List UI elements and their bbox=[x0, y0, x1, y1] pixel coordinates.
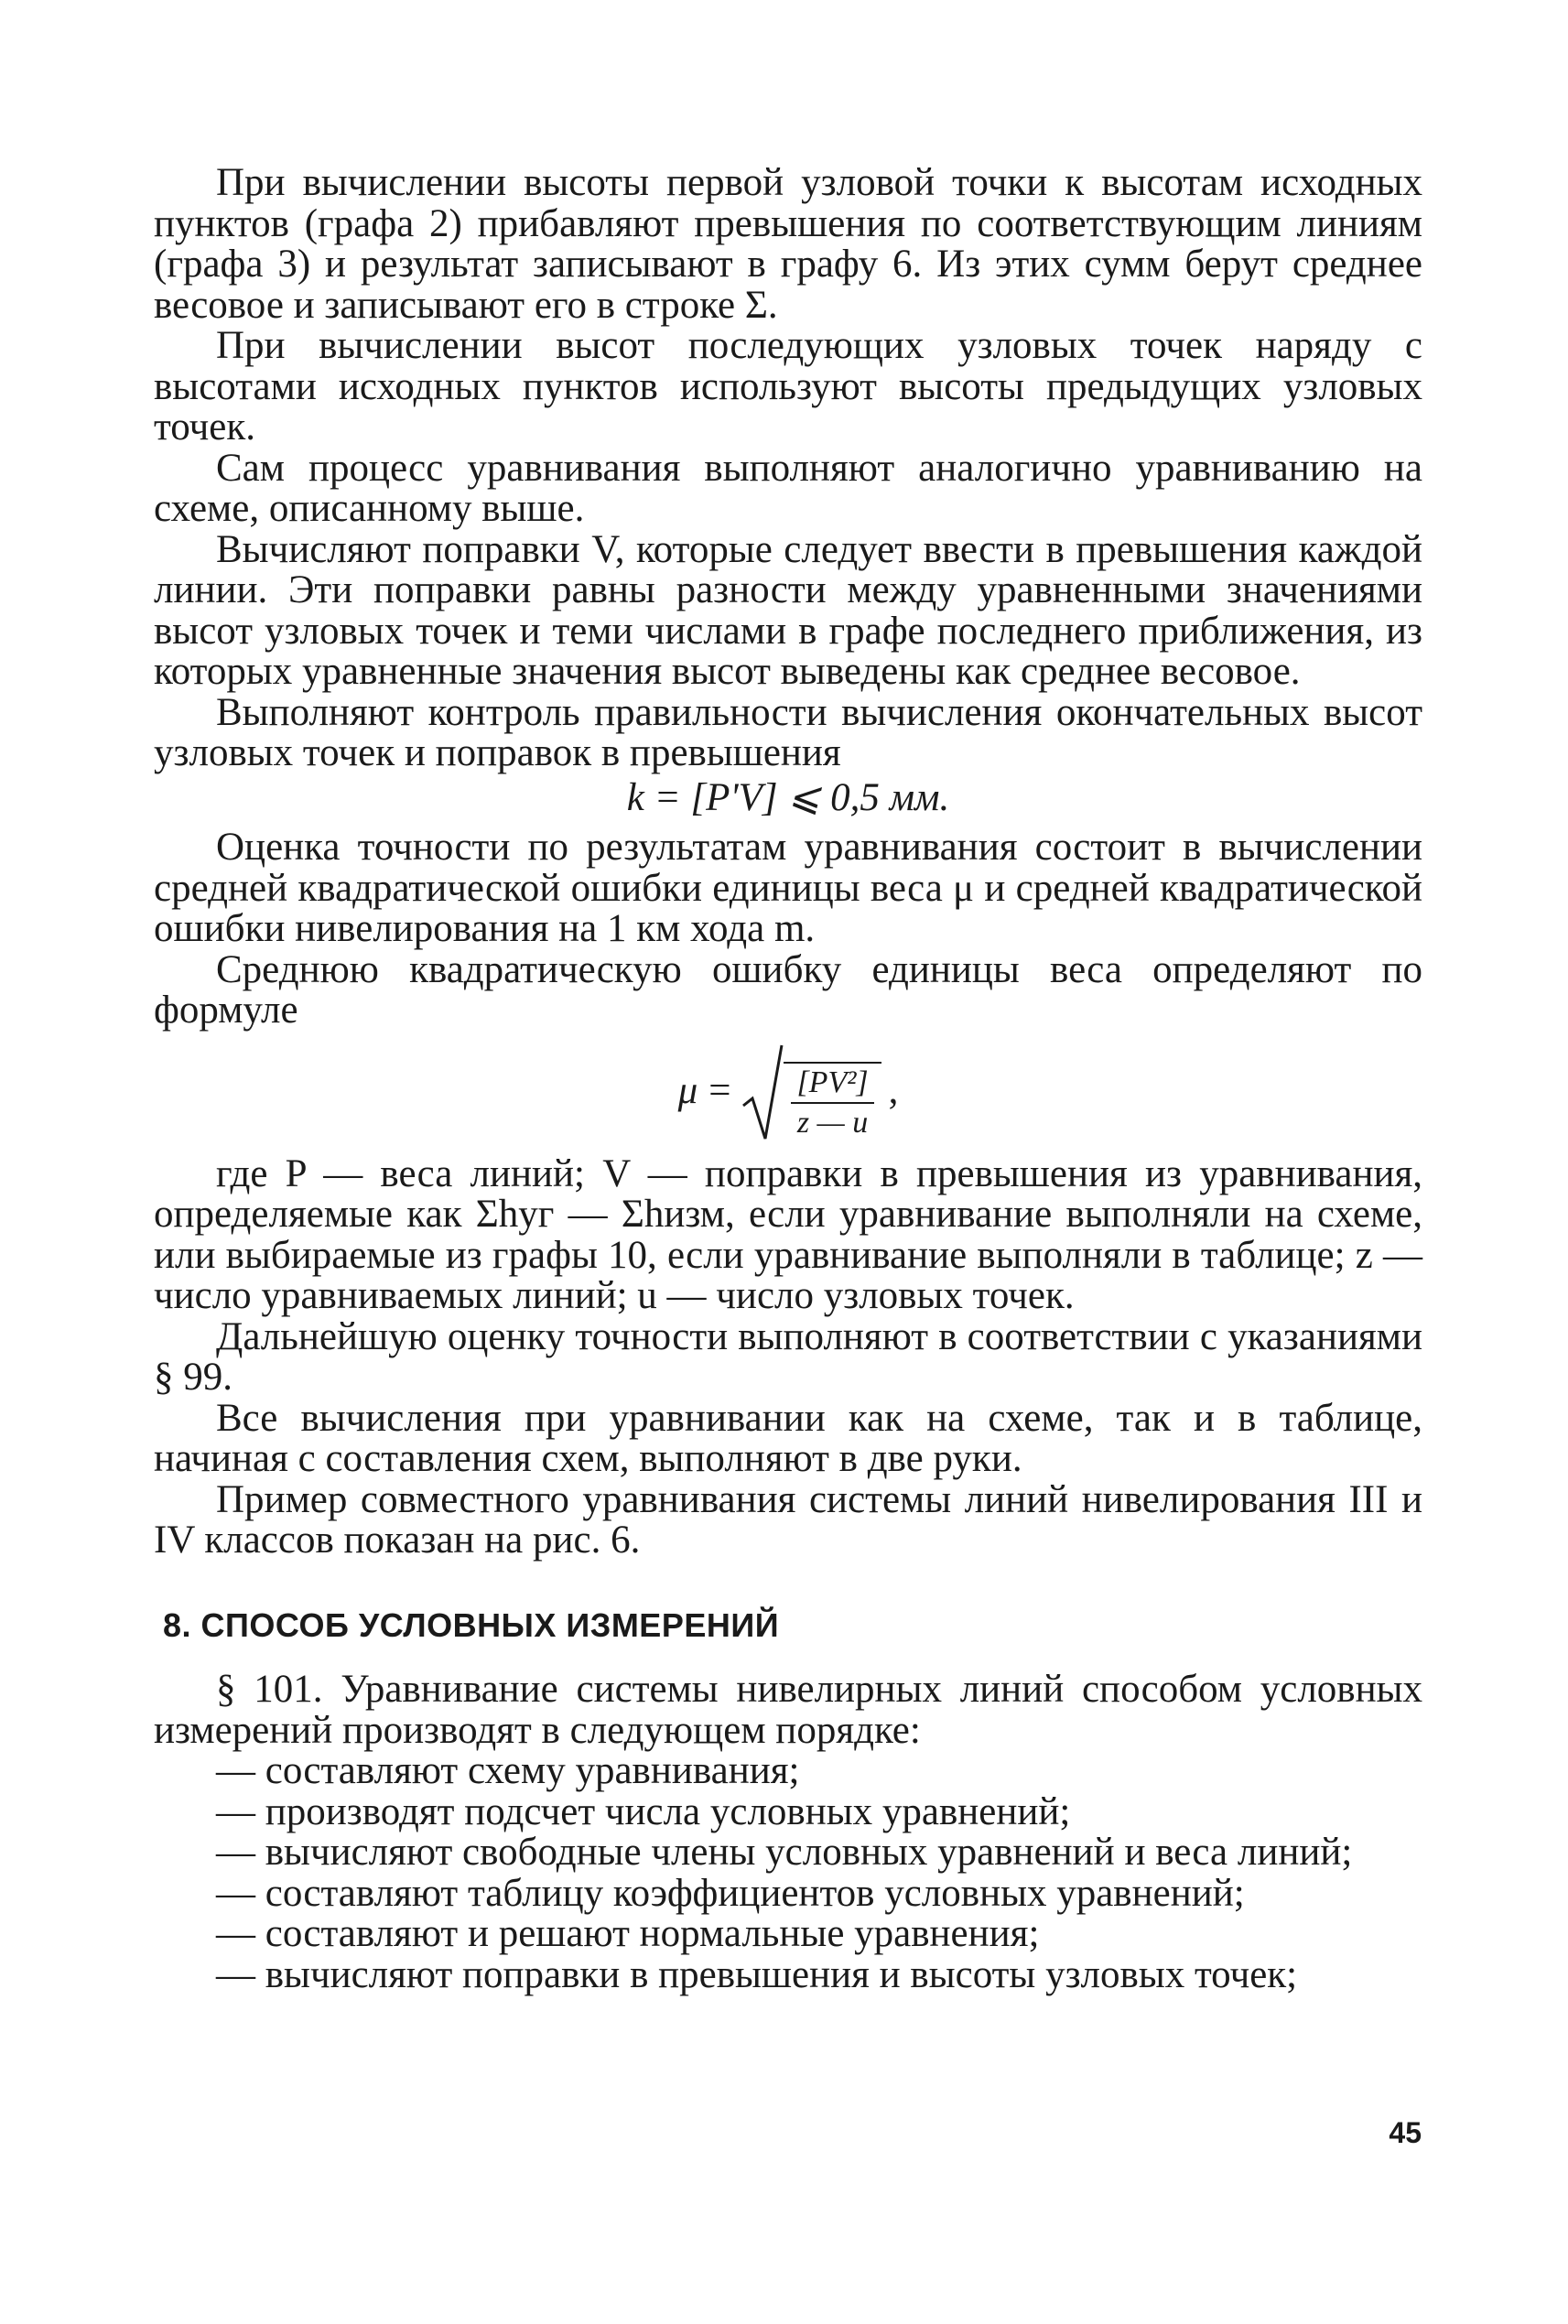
fraction-numerator: [PV²] bbox=[791, 1064, 873, 1104]
list-item: — составляют схему уравнивания; bbox=[216, 1749, 800, 1792]
paragraph: При вычислении высоты первой узловой точки к высотам исходных пунктов (графа 2) прибавляют превышения по соответствующим линиям (графа 3) и результат записывают в графу 6. Из этих сумм берут среднее весовое и записывают его в строке Σ. bbox=[154, 161, 1422, 327]
paragraph: где P — веса линий; V — поправки в превышения из уравнивания, определяемые как Σhуг — Σhизм, если уравнивание выполняли на схеме, или выбираемые из графы 10, если уравнивание выполняли в таблице; z — число уравниваемых линий; u — число узловых точек. bbox=[154, 1151, 1422, 1317]
page-text bbox=[154, 163, 1422, 1995]
square-root bbox=[741, 1042, 881, 1142]
paragraph: Вычисляют поправки V, которые следует ввести в превышения каждой линии. Эти поправки равны разности между уравненными значениями высот узловых точек и теми числами в графе последнего приближения, из которых уравненные значения высот выведены как среднее весовое. bbox=[154, 527, 1422, 693]
paragraph: Пример совместного уравнивания системы линий нивелирования III и IV классов показан на рис. 6. bbox=[154, 1477, 1422, 1562]
mu-formula bbox=[154, 1037, 1422, 1147]
radical-sign-icon bbox=[741, 1042, 784, 1142]
list-item: — вычисляют поправки в превышения и высоты узловых точек; bbox=[216, 1952, 1298, 1996]
paragraph: Среднюю квадратическую ошибку единицы веса определяют по формуле bbox=[154, 947, 1422, 1032]
list-item: — составляют таблицу коэффициентов условных уравнений; bbox=[216, 1871, 1245, 1915]
section-heading: 8. СПОСОБ УСЛОВНЫХ ИЗМЕРЕНИЙ bbox=[163, 1605, 780, 1644]
paragraph: Сам процесс уравнивания выполняют аналогично уравниванию на схеме, описанному выше. bbox=[154, 446, 1422, 530]
formula-unit: мм. bbox=[889, 775, 950, 819]
list-item: — составляют и решают нормальные уравнения; bbox=[216, 1912, 1040, 1955]
equals-sign: = bbox=[708, 1069, 731, 1113]
paragraph: Оценка точности по результатам уравнивания состоит в вычислении средней квадратической ошибки единицы веса μ и средней квадратической ошибки нивелирования на 1 км хода m. bbox=[154, 826, 1422, 950]
formula-comma: , bbox=[888, 1069, 899, 1113]
section-intro: § 101. Уравнивание системы нивелирных линий способом условных измерений производят в следующем порядке: bbox=[154, 1668, 1422, 1752]
paragraph: Все вычисления при уравнивании как на схеме, так и в таблице, начиная с составления схем, выполняют в две руки. bbox=[154, 1396, 1422, 1480]
mu-symbol: μ bbox=[677, 1069, 698, 1113]
list-item: — вычисляют свободные члены условных уравнений и веса линий; bbox=[216, 1831, 1353, 1874]
formula-expression: k = [P'V] ⩽ 0,5 bbox=[626, 775, 880, 819]
fraction-denominator: z — u bbox=[796, 1105, 869, 1140]
paragraph: Дальнейшую оценку точности выполняют в соответствии с указаниями § 99. bbox=[154, 1314, 1422, 1399]
control-formula bbox=[154, 775, 1422, 819]
fraction bbox=[784, 1062, 881, 1142]
list-item: — производят подсчет числа условных уравнений; bbox=[216, 1789, 1071, 1833]
page-number: 45 bbox=[1389, 2116, 1422, 2149]
paragraph: При вычислении высот последующих узловых точек наряду с высотами исходных пунктов используют высоты предыдущих узловых точек. bbox=[154, 324, 1422, 449]
paragraph: Выполняют контроль правильности вычисления окончательных высот узловых точек и поправок в превышения bbox=[154, 690, 1422, 774]
